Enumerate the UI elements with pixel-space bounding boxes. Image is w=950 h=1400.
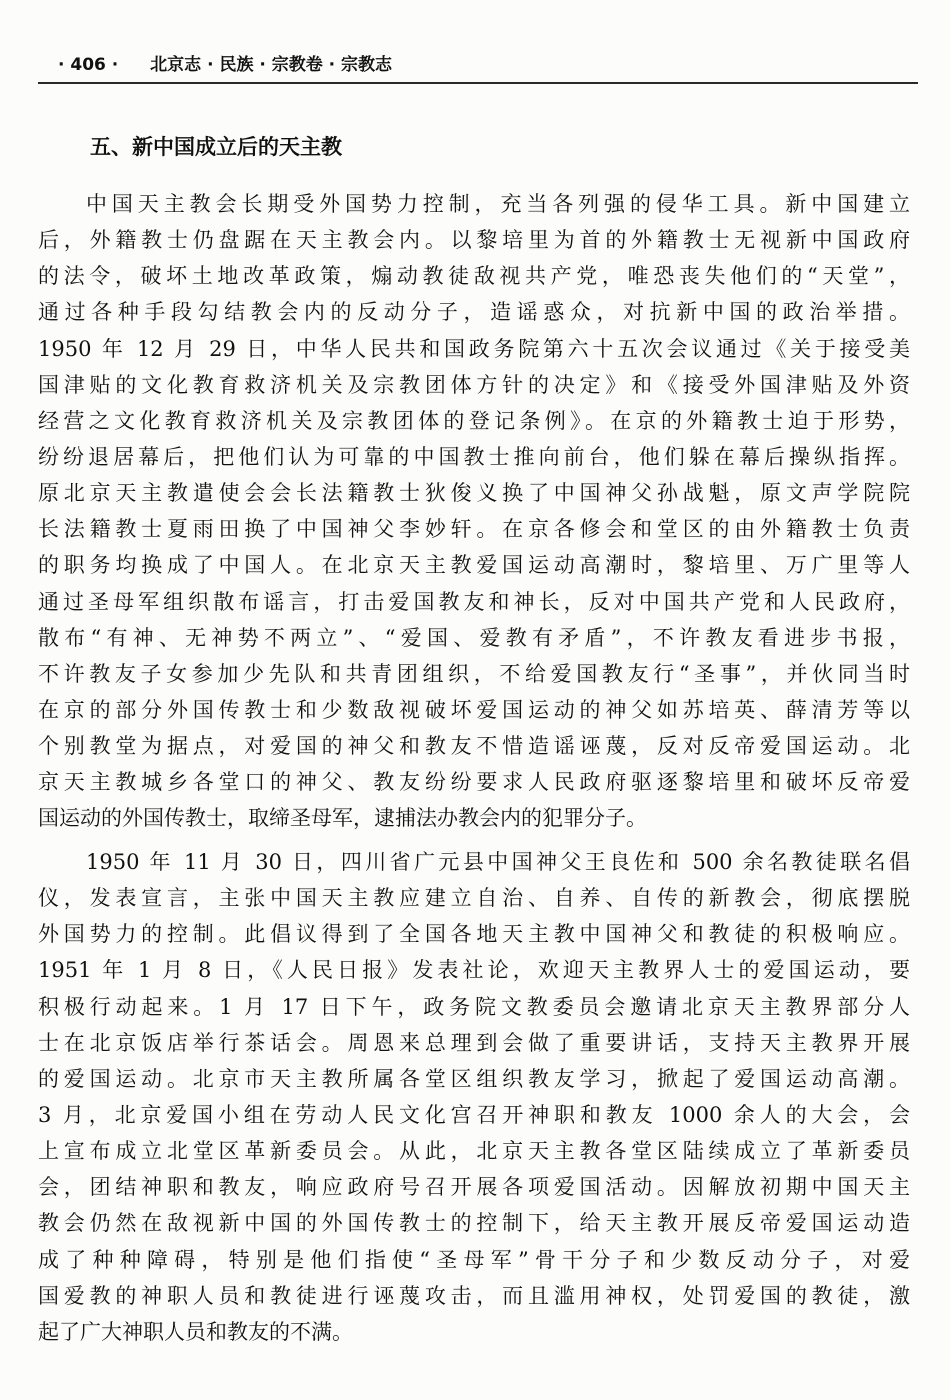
paragraph-line: 外国势力的控制。此倡议得到了全国各地天主教中国神父和教徒的积极响应。 <box>38 922 910 947</box>
paragraph-line: 经营之文化教育救济机关及宗教团体的登记条例》。在京的外籍教士迫于形势， <box>38 408 910 433</box>
paragraph-line: 国运动的外国传教士，取缔圣母军，逮捕法办教会内的犯罪分子。 <box>38 806 647 831</box>
running-title: 北京志 · 民族 · 宗教卷 · 宗教志 <box>150 55 393 75</box>
paragraph-line: 成了种种障碍，特别是他们指使“圣母军”骨干分子和少数反动分子，对爱 <box>38 1247 910 1272</box>
paragraph-line: 京天主教城乡各堂口的神父、教友纷纷要求人民政府驱逐黎培里和破坏反帝爱 <box>38 770 910 795</box>
paragraph-line: 中国天主教会长期受外国势力控制，充当各列强的侵华工具。新中国建立 <box>86 192 910 216</box>
paragraph-line: 1950 年 11 月 30 日，四川省广元县中国神父王良佐和 500 余名教徒联名倡 <box>86 850 910 874</box>
paragraph-line: 原北京天主教遣使会会长法籍教士狄俊义换了中国神父孙战魁，原文声学院院 <box>38 481 910 506</box>
section-title: 五、新中国成立后的天主教 <box>90 135 342 159</box>
paragraph-line: 上宣布成立北堂区革新委员会。从此，北京天主教各堂区陆续成立了革新委员 <box>38 1139 910 1164</box>
paragraph-line: 的法令，破坏土地改革政策，煽动教徒敌视共产党，唯恐丧失他们的“天堂”， <box>38 264 910 289</box>
page-number: · 406 · <box>58 55 119 75</box>
paragraph-1 <box>38 186 910 837</box>
running-header <box>38 52 918 84</box>
paragraph-line: 的爱国运动。北京市天主教所属各堂区组织教友学习，掀起了爱国运动高潮。 <box>38 1066 910 1091</box>
paragraph-line: 纷纷退居幕后，把他们认为可靠的中国教士推向前台，他们躲在幕后操纵指挥。 <box>38 444 910 469</box>
paragraph-line: 起了广大神职人员和教友的不满。 <box>38 1319 353 1344</box>
paragraph-line: 国津贴的文化教育救济机关及宗教团体方针的决定》和《接受外国津贴及外资 <box>38 372 910 397</box>
paragraph-line: 后，外籍教士仍盘踞在天主教会内。以黎培里为首的外籍教士无视新中国政府 <box>38 228 910 253</box>
paragraph-line: 3 月，北京爱国小组在劳动人民文化宫召开神职和教友 1000 余人的大会，会 <box>38 1102 910 1127</box>
paragraph-line: 长法籍教士夏雨田换了中国神父李妙轩。在京各修会和堂区的由外籍教士负责 <box>38 517 910 542</box>
paragraph-line: 在京的部分外国传教士和少数敌视破坏爱国运动的神父如苏培英、薛清芳等以 <box>38 697 910 722</box>
paragraph-line: 1951 年 1 月 8 日，《人民日报》发表社论，欢迎天主教界人士的爱国运动，要 <box>38 958 910 983</box>
paragraph-2 <box>38 844 910 1350</box>
paragraph-line: 国爱教的神职人员和教徒进行诬蔑攻击，而且滥用神权，处罚爱国的教徒，激 <box>38 1283 910 1308</box>
paragraph-line: 个别教堂为据点，对爱国的神父和教友不惜造谣诬蔑，反对反帝爱国运动。北 <box>38 734 910 759</box>
paragraph-line: 士在北京饭店举行茶话会。周恩来总理到会做了重要讲话，支持天主教界开展 <box>38 1030 910 1055</box>
paragraph-line: 1950 年 12 月 29 日，中华人民共和国政务院第六十五次会议通过《关于接受美 <box>38 336 910 361</box>
paragraph-line: 仪，发表宣言，主张中国天主教应建立自治、自养、自传的新教会，彻底摆脱 <box>38 886 910 911</box>
paragraph-line: 积极行动起来。1 月 17 日下午，政务院文教委员会邀请北京天主教界部分人 <box>38 994 910 1019</box>
paragraph-line: 会，团结神职和教友，响应政府号召开展各项爱国活动。因解放初期中国天主 <box>38 1175 910 1200</box>
paragraph-line: 通过各种手段勾结教会内的反动分子，造谣惑众，对抗新中国的政治举措。 <box>38 300 910 325</box>
paragraph-line: 的职务均换成了中国人。在北京天主教爱国运动高潮时，黎培里、万广里等人 <box>38 553 910 578</box>
paragraph-line: 散布“有神、无神势不两立”、“爱国、爱教有矛盾”，不许教友看进步书报， <box>38 625 910 650</box>
paragraph-line: 教会仍然在敌视新中国的外国传教士的控制下，给天主教开展反帝爱国运动造 <box>38 1211 910 1236</box>
paragraph-line: 通过圣母军组织散布谣言，打击爱国教友和神长，反对中国共产党和人民政府， <box>38 589 910 614</box>
paragraph-line: 不许教友子女参加少先队和共青团组织，不给爱国教友行“圣事”，并伙同当时 <box>38 661 910 686</box>
